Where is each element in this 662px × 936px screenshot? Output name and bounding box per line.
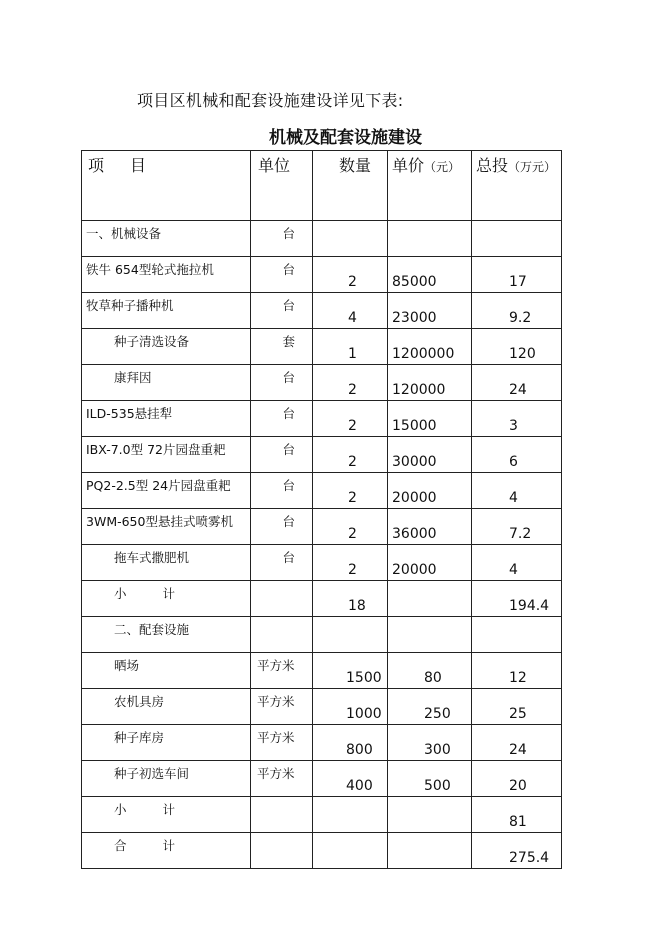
row-qty: 2 (348, 526, 357, 542)
grand-total-label-b: 计 (162, 838, 176, 853)
row-total: 25 (509, 706, 527, 722)
row-unit: 台 (282, 226, 295, 241)
subtotal-total: 81 (509, 814, 527, 830)
row-name: 牧草种子播种机 (86, 298, 174, 313)
row-price: 20000 (392, 562, 437, 578)
row-name: 种子库房 (114, 730, 165, 745)
row-price: 36000 (392, 526, 437, 542)
row-price: 30000 (392, 454, 437, 470)
row-total: 3 (509, 418, 518, 434)
row-price: 500 (424, 778, 451, 794)
subtotal-qty: 18 (348, 598, 366, 614)
row-qty: 800 (346, 742, 373, 758)
row-name: ILD-535悬挂犁 (86, 406, 173, 421)
row-qty: 2 (348, 418, 357, 434)
subtotal-label-b: 计 (162, 586, 176, 601)
header-item (82, 151, 251, 221)
equipment-table (81, 150, 562, 869)
table-row (82, 293, 562, 329)
row-name: PQ2-2.5型 24片园盘重耙 (86, 478, 231, 493)
header-price (388, 151, 472, 221)
row-unit: 套 (282, 334, 295, 349)
row-price: 85000 (392, 274, 437, 290)
row-price: 23000 (392, 310, 437, 326)
row-unit: 台 (282, 550, 295, 565)
row-total: 9.2 (509, 310, 532, 326)
row-name: 农机具房 (114, 694, 165, 709)
row-total: 7.2 (509, 526, 532, 542)
table-row (82, 725, 562, 761)
row-total: 17 (509, 274, 527, 290)
table-row (82, 653, 562, 689)
header-price-label: 单价 (392, 156, 425, 175)
row-unit: 台 (282, 514, 295, 529)
table-row (82, 329, 562, 365)
row-name: 一、机械设备 (86, 226, 162, 241)
header-total-label: 总投 (476, 156, 509, 175)
row-qty: 1 (348, 346, 357, 362)
row-name: 种子清选设备 (114, 334, 190, 349)
row-qty: 1000 (346, 706, 382, 722)
subtotal-row (82, 581, 562, 617)
row-price: 120000 (392, 382, 446, 398)
header-qty-label: 数量 (339, 156, 372, 175)
row-price: 15000 (392, 418, 437, 434)
table-row (82, 617, 562, 653)
row-unit: 平方米 (257, 694, 295, 709)
row-unit: 台 (282, 442, 295, 457)
header-item-char-a: 项 (88, 156, 105, 175)
row-unit: 台 (282, 262, 295, 277)
row-unit: 台 (282, 298, 295, 313)
row-name: 康拜因 (114, 370, 152, 385)
header-total-unit: （万元） (508, 160, 557, 174)
header-unit (251, 151, 313, 221)
table-row (82, 545, 562, 581)
table-row (82, 365, 562, 401)
row-price: 20000 (392, 490, 437, 506)
grand-total-label-a: 合 (114, 838, 127, 853)
row-name: 铁牛 654型轮式拖拉机 (86, 262, 214, 277)
table-row (82, 257, 562, 293)
subtotal-row (82, 797, 562, 833)
header-unit-label: 单位 (258, 156, 291, 175)
row-price: 80 (424, 670, 442, 686)
header-price-unit: （元） (424, 160, 461, 174)
row-name: 二、配套设施 (114, 622, 190, 637)
row-unit: 台 (282, 406, 295, 421)
table-title: 机械及配套设施建设 (269, 128, 422, 148)
row-qty: 400 (346, 778, 373, 794)
intro-text: 项目区机械和配套设施建设详见下表: (137, 91, 404, 110)
row-qty: 2 (348, 562, 357, 578)
subtotal-total: 194.4 (509, 598, 550, 614)
row-unit: 平方米 (257, 658, 295, 673)
row-total: 12 (509, 670, 527, 686)
row-unit: 平方米 (257, 766, 295, 781)
row-qty: 2 (348, 490, 357, 506)
table-row (82, 473, 562, 509)
row-name: IBX-7.0型 72片园盘重耙 (86, 442, 226, 457)
row-total: 24 (509, 742, 527, 758)
row-name: 3WM-650型悬挂式喷雾机 (86, 514, 233, 529)
row-total: 20 (509, 778, 527, 794)
row-name: 种子初选车间 (114, 766, 190, 781)
row-name: 拖车式撒肥机 (114, 550, 190, 565)
row-total: 4 (509, 490, 518, 506)
row-unit: 平方米 (257, 730, 295, 745)
row-qty: 1500 (346, 670, 382, 686)
row-qty: 2 (348, 454, 357, 470)
grand-total-row (82, 833, 562, 869)
table-row (82, 401, 562, 437)
row-total: 4 (509, 562, 518, 578)
row-price: 250 (424, 706, 451, 722)
row-total: 6 (509, 454, 518, 470)
row-price: 1200000 (392, 346, 455, 362)
grand-total-value: 275.4 (509, 850, 550, 866)
row-name: 晒场 (114, 658, 140, 673)
header-row (82, 151, 562, 221)
subtotal-label-a: 小 (114, 802, 127, 817)
row-unit: 台 (282, 478, 295, 493)
subtotal-label-b: 计 (162, 802, 176, 817)
row-price: 300 (424, 742, 451, 758)
table-row (82, 221, 562, 257)
row-unit: 台 (282, 370, 295, 385)
header-item-char-b: 目 (130, 156, 147, 175)
subtotal-label-a: 小 (114, 586, 127, 601)
row-qty: 4 (348, 310, 357, 326)
header-total (472, 151, 562, 221)
table-row (82, 689, 562, 725)
table-row (82, 437, 562, 473)
row-total: 120 (509, 346, 536, 362)
row-qty: 2 (348, 274, 357, 290)
row-qty: 2 (348, 382, 357, 398)
row-total: 24 (509, 382, 527, 398)
header-qty (313, 151, 388, 221)
table-row (82, 509, 562, 545)
table-row (82, 761, 562, 797)
